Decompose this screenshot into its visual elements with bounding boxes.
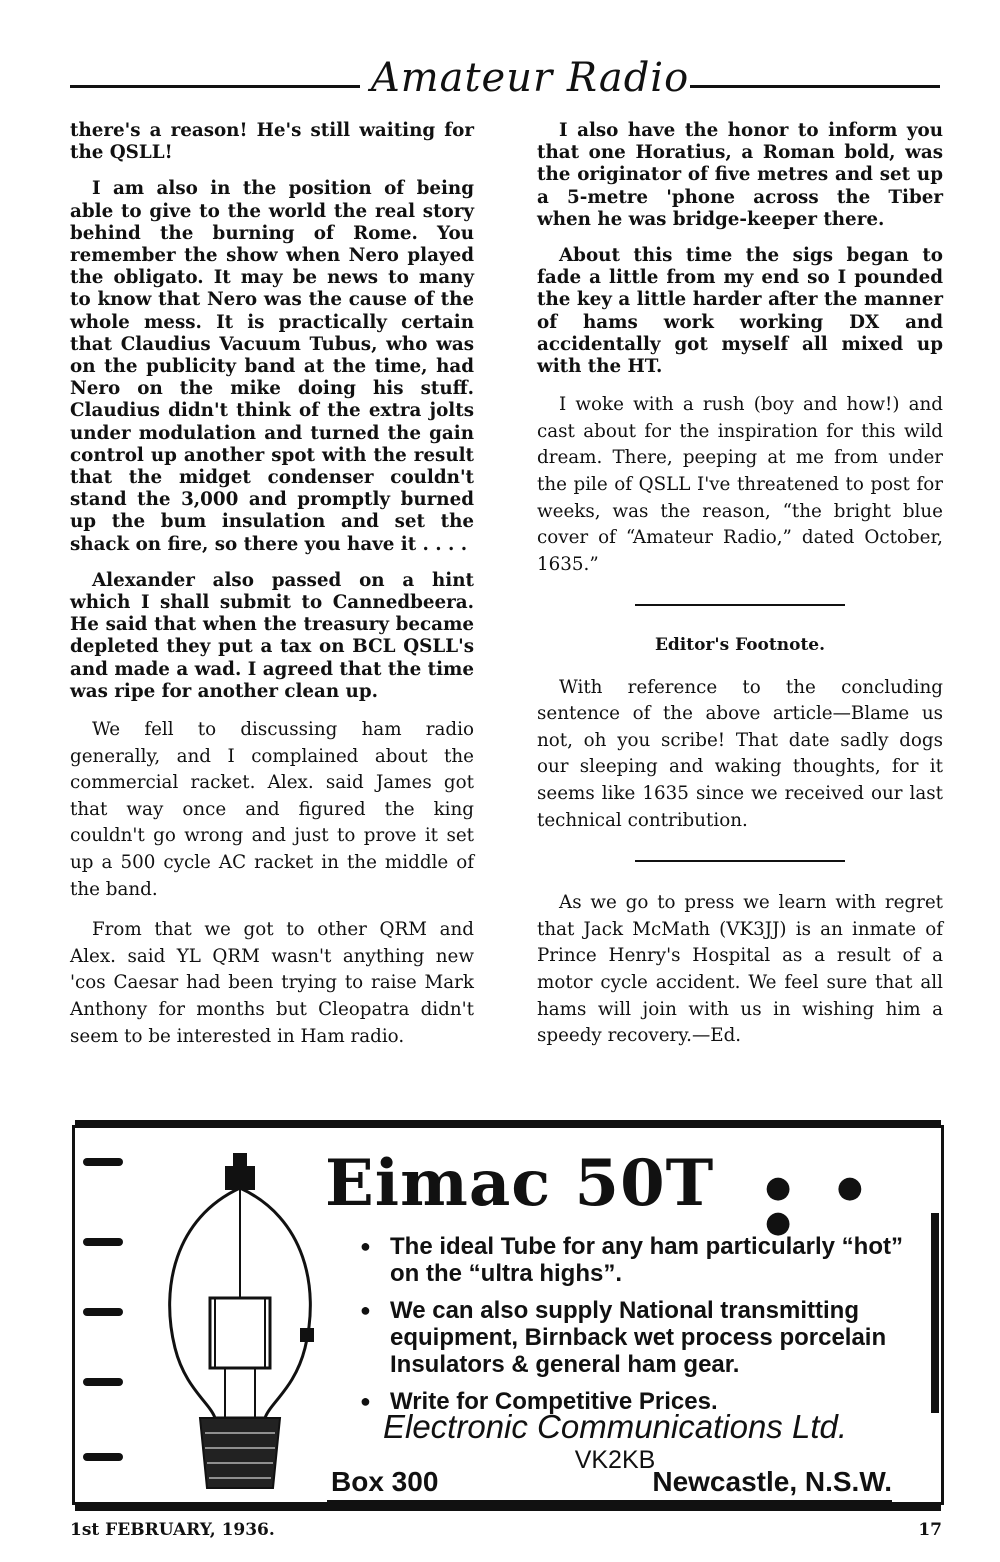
ad-bullet-list	[360, 1233, 920, 1425]
paragraph: I am also in the position of being able to give to the world the real story behind the burning of Rome. You remember the show when Nero played the obligato. It may be news to many to know that Nero was the cause of the whole mess. It is practically certain that Claudius Vacuum Tubus, who was on the publicity band at the time, had Nero on the mike doing his stuff. Claudius didn't think of the extra jolts under modulation and turned the gain control up another spot with the result that the midget condenser couldn't stand the 3,000 and promptly burned up the bum insulation and set the shack on fire, so there you have it . . . .	[70, 178, 474, 555]
paragraph: I also have the honor to inform you that one Horatius, a Roman bold, was the originator of five metres and set up a 5-metre 'phone across the Tiber when he was bridge-keeper there.	[537, 120, 943, 230]
masthead-rule-left	[70, 85, 360, 88]
masthead	[70, 55, 940, 115]
press-note: As we go to press we learn with regret that Jack McMath (VK3JJ) is an inmate of Prince Henry's Hospital as a result of a motor cycle accident. We feel sure that all hams will join with us in wishing him a speedy recovery.—Ed.	[537, 892, 943, 1047]
ad-margin-tick	[83, 1308, 123, 1316]
divider-rule	[635, 860, 845, 862]
page-number: 17	[918, 1520, 942, 1540]
ad-callsign: VK2KB	[574, 1446, 656, 1474]
vacuum-tube-icon	[155, 1148, 325, 1498]
footnote-text: With reference to the concluding sentence of the above article—Blame us not, oh you scribe! That date sadly dogs our sleeping and waking thoughts, for it seems like 1635 since we received our last technical contribution.	[537, 676, 943, 831]
masthead-rule-right	[690, 85, 940, 88]
issue-date: 1st FEBRUARY, 1936.	[70, 1520, 275, 1540]
ad-margin-tick	[83, 1378, 123, 1386]
ad-margin-tick	[83, 1238, 123, 1246]
paragraph: Alexander also passed on a hint which I shall submit to Cannedbeera. He said that when the treasury became depleted they put a tax on BCL QSLL's and made a wad. I agreed that the time was ripe for another clean up.	[70, 569, 474, 702]
ad-right-bar	[931, 1213, 939, 1413]
ad-company-name: Electronic Communications Ltd.	[382, 1408, 848, 1445]
ad-bullet: ● The ideal Tube for any ham particularly “hot” on the “ultra highs”.	[360, 1233, 920, 1287]
ad-margin-tick	[83, 1453, 123, 1461]
ad-heading-dots: ● ● ●	[765, 1170, 881, 1240]
ad-bottom-bar	[75, 1505, 941, 1511]
divider-rule	[635, 604, 845, 606]
paragraph: I woke with a rush (boy and how!) and cast about for the inspiration for this wild dream. There, peeping at me from under the pile of QSLL I've threatened to post for weeks, was the reason, “the bright blue cover of “Amateur Radio,” dated October, 1635.”	[537, 394, 943, 575]
ad-box-number: Box 300	[331, 1466, 439, 1497]
ad-margin-tick	[83, 1158, 123, 1166]
ad-bullet: ● Write for Competitive Prices.	[360, 1388, 920, 1415]
ad-bullet: ● We can also supply National transmitting equipment, Birnback wet process porcelain Insulators & general ham gear.	[360, 1297, 920, 1378]
paragraph: there's a reason! He's still waiting for the QSLL!	[70, 120, 474, 164]
right-column	[537, 120, 943, 1064]
ad-address	[327, 1466, 892, 1503]
paragraph: About this time the sigs began to fade a little from my end so I pounded the key a little harder after the manner of hams work working DX and accidentally got myself all mixed up with the HT.	[537, 245, 943, 378]
left-column	[70, 120, 474, 1064]
advertisement	[72, 1125, 944, 1505]
footnote-title: Editor's Footnote.	[654, 635, 826, 656]
ad-top-bar	[75, 1120, 941, 1126]
paragraph: We fell to discussing ham radio generally, and I complained about the commercial racket. Alex. said James got that way once and figured the king couldn't go wrong and just to prove it set up a 500 cycle AC racket in the middle of the band.	[70, 719, 474, 900]
paragraph: From that we got to other QRM and Alex. said YL QRM wasn't anything new 'cos Caesar had been trying to raise Mark Anthony for months but Cleopatra didn't seem to be interested in Ham radio.	[70, 919, 474, 1047]
ad-heading: Eimac 50T	[325, 1146, 715, 1221]
masthead-title: Amateur Radio	[370, 55, 690, 101]
ad-city: Newcastle, N.S.W.	[652, 1466, 892, 1497]
